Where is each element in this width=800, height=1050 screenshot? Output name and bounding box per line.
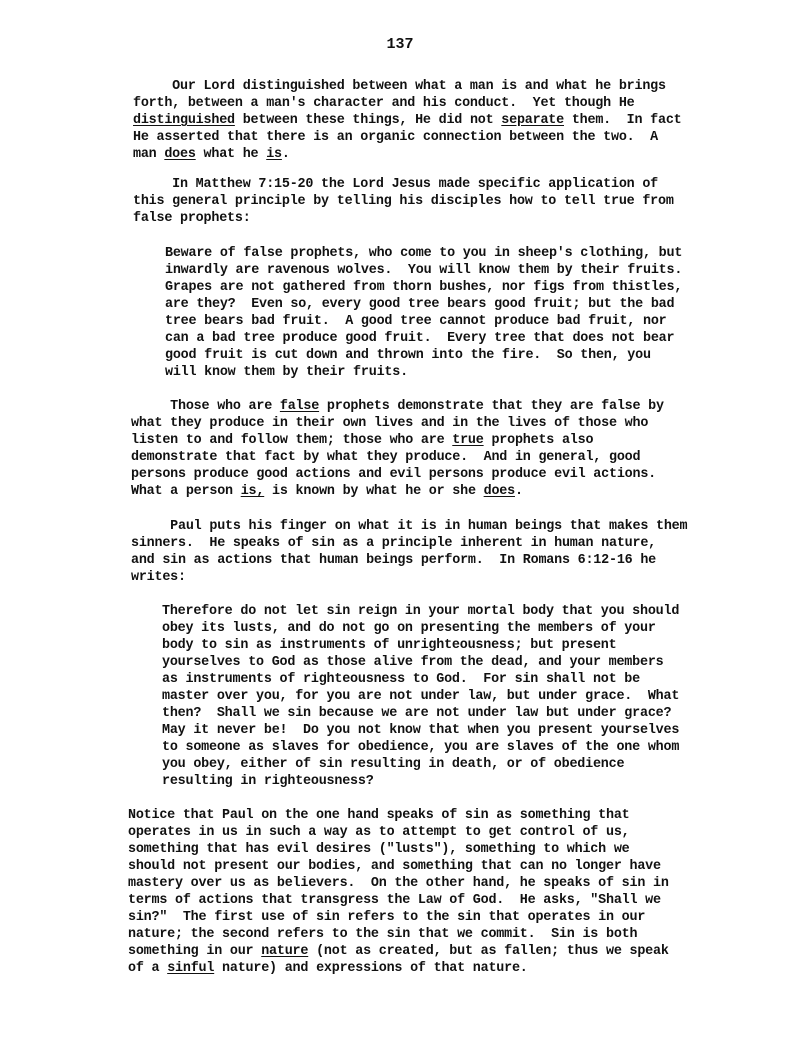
text-run: are they? Even so, every good tree bears good fruit; but the bad bbox=[165, 297, 675, 312]
text-line bbox=[128, 875, 669, 892]
text-run: persons produce good actions and evil persons produce evil actions. bbox=[131, 467, 656, 482]
text-line bbox=[162, 620, 679, 637]
text-line bbox=[128, 824, 669, 841]
text-run: writes: bbox=[131, 570, 186, 585]
text-line bbox=[162, 654, 679, 671]
text-run: Our Lord distinguished between what a man is and what he brings bbox=[133, 79, 666, 94]
underlined-text: is, bbox=[240, 484, 265, 499]
text-line bbox=[165, 245, 682, 262]
text-run: Paul puts his finger on what it is in human beings that makes them bbox=[131, 519, 688, 534]
underlined-text: sinful bbox=[167, 961, 215, 976]
text-run: forth, between a man's character and his conduct. Yet though He bbox=[133, 96, 635, 111]
underlined-text: true bbox=[452, 433, 484, 448]
quote-matthew bbox=[165, 245, 682, 381]
text-line bbox=[128, 858, 669, 875]
text-line bbox=[133, 176, 674, 193]
text-line bbox=[128, 926, 669, 943]
text-run: master over you, for you are not under law, but under grace. What bbox=[162, 689, 680, 704]
text-line bbox=[131, 415, 664, 432]
text-run: something in our bbox=[128, 944, 262, 959]
text-line bbox=[133, 78, 682, 95]
text-run: can a bad tree produce good fruit. Every tree that does not bear bbox=[165, 331, 675, 346]
paragraph-paul-romans bbox=[131, 518, 687, 586]
underlined-text: does bbox=[483, 484, 515, 499]
text-line bbox=[165, 347, 682, 364]
text-run: then? Shall we sin because we are not under law but under grace? bbox=[162, 706, 672, 721]
underlined-text: separate bbox=[501, 113, 564, 128]
text-run: sinners. He speaks of sin as a principle inherent in human nature, bbox=[131, 536, 656, 551]
text-run: to someone as slaves for obedience, you are slaves of the one whom bbox=[162, 740, 680, 755]
text-run: prophets demonstrate that they are false by bbox=[319, 399, 664, 414]
text-line bbox=[131, 518, 687, 535]
text-run: He asserted that there is an organic connection between the two. A bbox=[133, 130, 658, 145]
text-run: body to sin as instruments of unrighteousness; but present bbox=[162, 638, 617, 653]
text-line bbox=[131, 483, 664, 500]
text-run: tree bears bad fruit. A good tree cannot produce bad fruit, nor bbox=[165, 314, 667, 329]
text-line bbox=[165, 364, 682, 381]
text-run: Therefore do not let sin reign in your mortal body that you should bbox=[162, 604, 680, 619]
text-line bbox=[128, 943, 669, 960]
underlined-text: does bbox=[164, 147, 196, 162]
text-run: what they produce in their own lives and in the lives of those who bbox=[131, 416, 649, 431]
text-run: man bbox=[133, 147, 165, 162]
text-run: what he bbox=[195, 147, 267, 162]
text-run: What a person bbox=[131, 484, 241, 499]
text-run: sin?" The first use of sin refers to the sin that operates in our bbox=[128, 910, 646, 925]
text-run: demonstrate that fact by what they produce. And in general, good bbox=[131, 450, 641, 465]
text-run: this general principle by telling his disciples how to tell true from bbox=[133, 194, 674, 209]
text-line bbox=[162, 705, 679, 722]
text-run: terms of actions that transgress the Law of God. He asks, "Shall we bbox=[128, 893, 661, 908]
text-run: nature) and expressions of that nature. bbox=[214, 961, 528, 976]
text-run: inwardly are ravenous wolves. You will know them by their fruits. bbox=[165, 263, 683, 278]
text-line bbox=[165, 330, 682, 347]
text-line bbox=[162, 722, 679, 739]
text-run: Grapes are not gathered from thorn bushes, nor figs from thistles, bbox=[165, 280, 683, 295]
text-run: between these things, He did not bbox=[234, 113, 502, 128]
text-line bbox=[165, 279, 682, 296]
text-line bbox=[131, 432, 664, 449]
text-line bbox=[131, 535, 687, 552]
text-line bbox=[165, 262, 682, 279]
text-run: Notice that Paul on the one hand speaks of sin as something that bbox=[128, 808, 630, 823]
text-run: is known by what he or she bbox=[264, 484, 484, 499]
text-line bbox=[133, 112, 682, 129]
text-run: nature; the second refers to the sin that we commit. Sin is both bbox=[128, 927, 638, 942]
text-run: resulting in righteousness? bbox=[162, 774, 374, 789]
text-run: (not as created, but as fallen; thus we speak bbox=[308, 944, 669, 959]
text-line bbox=[162, 671, 679, 688]
text-run: Those who are bbox=[131, 399, 280, 414]
text-line bbox=[162, 637, 679, 654]
text-run: and sin as actions that human beings perform. In Romans 6:12-16 he bbox=[131, 553, 656, 568]
text-run: Beware of false prophets, who come to you in sheep's clothing, but bbox=[165, 246, 683, 261]
text-run: prophets also bbox=[483, 433, 594, 448]
text-line bbox=[162, 773, 679, 790]
text-line bbox=[165, 313, 682, 330]
text-run: false prophets: bbox=[133, 211, 251, 226]
text-run: obey its lusts, and do not go on presenting the members of your bbox=[162, 621, 656, 636]
text-line bbox=[162, 688, 679, 705]
text-line bbox=[131, 569, 687, 586]
text-run: operates in us in such a way as to attempt to get control of us, bbox=[128, 825, 630, 840]
text-line bbox=[162, 756, 679, 773]
text-run: as instruments of righteousness to God. For sin shall not be bbox=[162, 672, 640, 687]
text-line bbox=[133, 95, 682, 112]
text-run: . bbox=[514, 484, 523, 499]
text-run: mastery over us as believers. On the other hand, he speaks of sin in bbox=[128, 876, 669, 891]
text-line bbox=[133, 210, 674, 227]
text-run: yourselves to God as those alive from the dead, and your members bbox=[162, 655, 664, 670]
text-run: them. In fact bbox=[563, 113, 682, 128]
text-run: good fruit is cut down and thrown into the fire. So then, you bbox=[165, 348, 651, 363]
text-run: May it never be! Do you not know that when you present yourselves bbox=[162, 723, 680, 738]
underlined-text: false bbox=[279, 399, 320, 414]
text-line bbox=[162, 739, 679, 756]
quote-romans bbox=[162, 603, 679, 790]
text-line bbox=[128, 909, 669, 926]
text-run: something that has evil desires ("lusts"), something to which we bbox=[128, 842, 630, 857]
text-run: you obey, either of sin resulting in death, or of obedience bbox=[162, 757, 625, 772]
paragraph-false-prophets bbox=[131, 398, 664, 500]
text-line bbox=[128, 960, 669, 977]
text-line bbox=[162, 603, 679, 620]
text-line bbox=[128, 841, 669, 858]
paragraph-matthew-intro bbox=[133, 176, 674, 227]
underlined-text: nature bbox=[261, 944, 309, 959]
text-run: should not present our bodies, and something that can no longer have bbox=[128, 859, 661, 874]
underlined-text: is bbox=[266, 147, 282, 162]
text-line bbox=[165, 296, 682, 313]
text-line bbox=[133, 146, 682, 163]
text-line bbox=[131, 466, 664, 483]
text-line bbox=[131, 552, 687, 569]
underlined-text: distinguished bbox=[133, 113, 235, 128]
text-run: In Matthew 7:15-20 the Lord Jesus made specific application of bbox=[133, 177, 658, 192]
text-line bbox=[131, 449, 664, 466]
paragraph-distinguish bbox=[133, 78, 682, 163]
paragraph-notice bbox=[128, 807, 669, 977]
page-number: 137 bbox=[386, 36, 414, 53]
text-line bbox=[128, 807, 669, 824]
text-line bbox=[133, 193, 674, 210]
text-run: listen to and follow them; those who are bbox=[131, 433, 453, 448]
text-line bbox=[128, 892, 669, 909]
text-line bbox=[133, 129, 682, 146]
text-run: . bbox=[281, 147, 290, 162]
text-line bbox=[131, 398, 664, 415]
text-run: will know them by their fruits. bbox=[165, 365, 408, 380]
text-run: of a bbox=[128, 961, 168, 976]
